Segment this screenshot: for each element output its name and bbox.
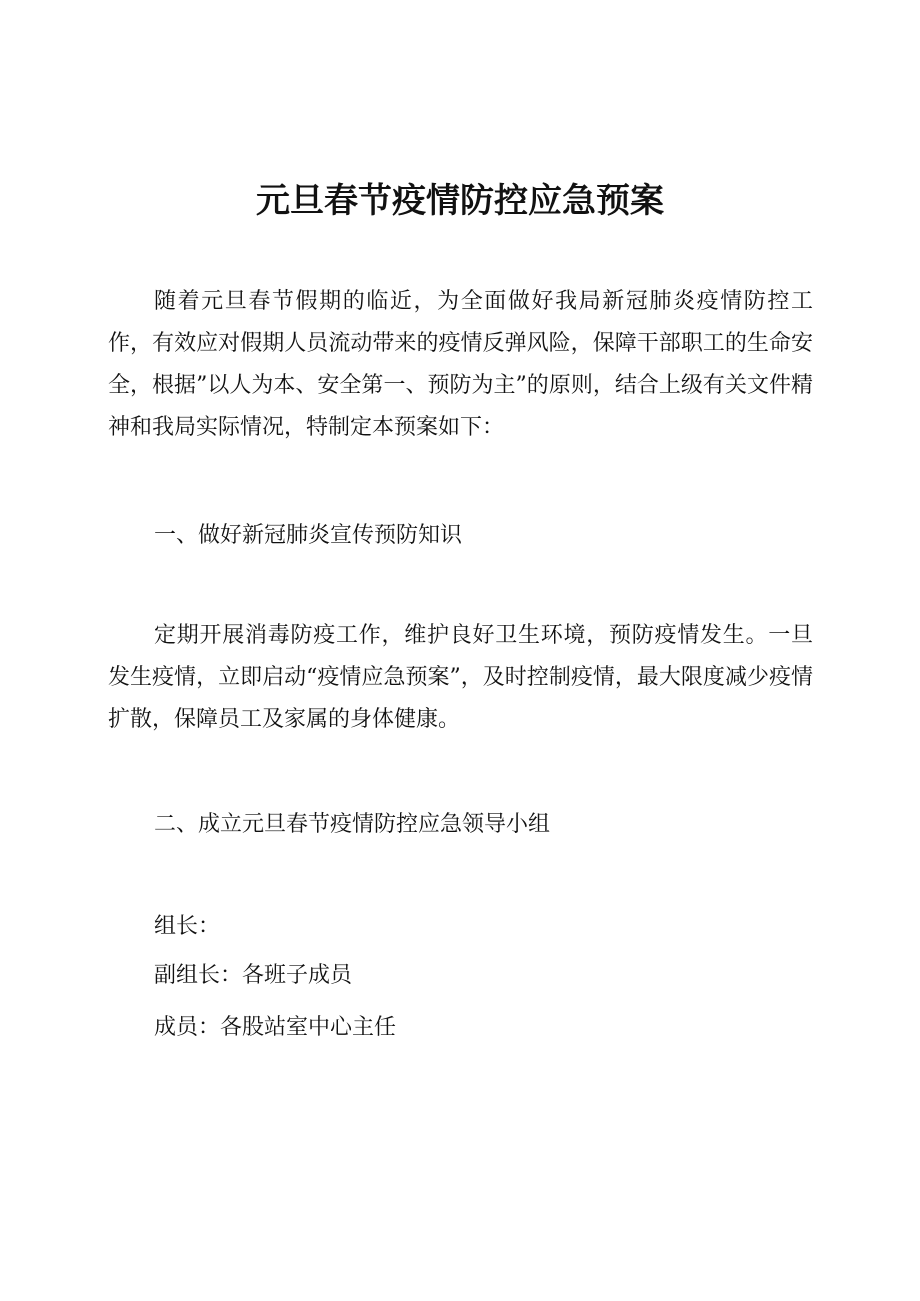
- intro-paragraph: 随着元旦春节假期的临近，为全面做好我局新冠肺炎疫情防控工作，有效应对假期人员流动带来的疫情反弹风险，保障干部职工的生命安全，根据”以人为本、安全第一、预防为主”的原则，结合上级有关文件精神和我局实际情况，特制定本预案如下：: [108, 289, 813, 440]
- section-2-heading: 二、成立元旦春节疫情防控应急领导小组: [154, 812, 551, 837]
- document-title: 元旦春节疫情防控应急预案: [256, 181, 664, 221]
- members-line: 成员：各股站室中心主任: [154, 1015, 397, 1040]
- section-1-heading: 一、做好新冠肺炎宣传预防知识: [154, 523, 463, 548]
- section-1-paragraph: 定期开展消毒防疫工作，维护良好卫生环境，预防疫情发生。一旦发生疫情，立即启动“疫情应急预案”，及时控制疫情，最大限度减少疫情扩散，保障员工及家属的身体健康。: [108, 623, 813, 732]
- deputy-leader-line: 副组长：各班子成员: [154, 963, 353, 988]
- group-leader-line: 组长：: [154, 914, 221, 939]
